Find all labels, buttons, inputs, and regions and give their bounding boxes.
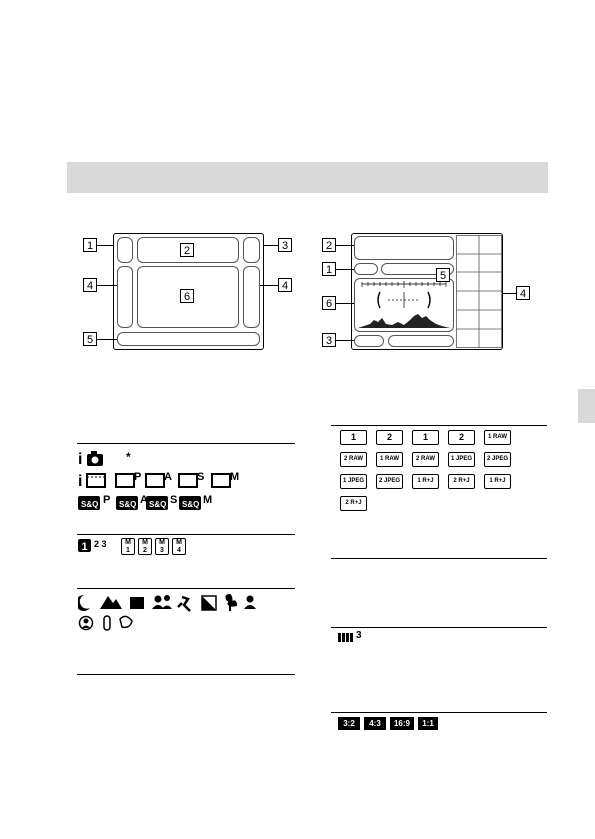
zone-3 xyxy=(243,237,260,263)
sq-suffix-p: P xyxy=(103,494,111,506)
svg-text:i: i xyxy=(78,473,83,490)
callout-r5: 5 xyxy=(436,268,450,282)
macro-icon xyxy=(226,595,236,611)
movie-suffix-m: M xyxy=(230,471,240,483)
rule-right-4 xyxy=(331,712,547,713)
quality-1jpeg-icon: 1 JPEG xyxy=(448,452,475,467)
section-header-band xyxy=(67,162,548,193)
aspect-4-3-icon: 4:3 xyxy=(364,717,386,730)
svg-text:S&Q: S&Q xyxy=(81,500,99,509)
leader-3 xyxy=(263,245,278,246)
quality-1-arrow-icon: 1 xyxy=(412,430,439,445)
zone-1 xyxy=(117,237,133,263)
quality-2raw-arrow-icon: 2 RAW xyxy=(412,452,439,467)
leader-r4 xyxy=(502,293,516,294)
callout-6: 6 xyxy=(180,289,194,303)
svg-text:S&Q: S&Q xyxy=(182,500,200,509)
svg-text:i: i xyxy=(78,451,83,468)
svg-text:*: * xyxy=(126,450,131,464)
rule-left-4 xyxy=(77,674,295,675)
rule-right-2 xyxy=(331,558,547,559)
quality-1rj-arrow-icon: 1 R+J xyxy=(484,474,511,489)
rule-left-1 xyxy=(77,443,295,444)
quality-2-icon: 2 xyxy=(376,430,403,445)
aspect-1-1-icon: 1:1 xyxy=(418,717,438,730)
leader-r3 xyxy=(336,340,354,341)
quality-2jpeg-arrow-icon: 2 JPEG xyxy=(376,474,403,489)
leader-4-left xyxy=(97,285,117,286)
gourmet-icon xyxy=(120,616,132,627)
callout-5: 5 xyxy=(83,332,97,346)
sq-suffix-m: M xyxy=(203,494,213,506)
setting-grid xyxy=(456,235,502,348)
shooting-mode-icons xyxy=(78,449,288,529)
quality-2-arrow-icon: 2 xyxy=(448,430,475,445)
recall-1-icon xyxy=(78,539,92,552)
leader-1 xyxy=(97,245,114,246)
night-portrait-icon xyxy=(130,597,144,609)
memory-m1-icon: M 1 xyxy=(121,538,135,555)
quality-1raw-icon: 1 RAW xyxy=(484,430,511,445)
quality-1-icon: 1 xyxy=(340,430,367,445)
sports-icon xyxy=(178,597,190,611)
rule-right-1 xyxy=(331,425,547,426)
level-gauge-and-histogram xyxy=(356,280,452,330)
callout-2: 2 xyxy=(180,243,194,257)
svg-text:1: 1 xyxy=(81,541,88,552)
battery-icon xyxy=(338,632,356,643)
memory-m3-icon: M 3 xyxy=(155,538,169,555)
zone-r3b xyxy=(388,335,454,347)
battery-digit: 3 xyxy=(356,630,362,641)
svg-text:S&Q: S&Q xyxy=(119,500,137,509)
recall-numbers: 2 3 xyxy=(94,539,107,549)
leader-r1 xyxy=(336,269,354,270)
side-thumb-tab xyxy=(578,389,595,423)
callout-4-right: 4 xyxy=(278,278,292,292)
leader-4-right xyxy=(260,285,278,286)
zone-4-right xyxy=(243,266,260,328)
callout-r4: 4 xyxy=(516,286,530,300)
callout-r6: 6 xyxy=(322,296,336,310)
movie-suffix-s: S xyxy=(197,471,205,483)
callout-r1: 1 xyxy=(322,262,336,276)
callout-r3: 3 xyxy=(322,333,336,347)
callout-1: 1 xyxy=(83,238,97,252)
svg-text:S&Q: S&Q xyxy=(149,500,167,509)
quality-1rj-icon: 1 R+J xyxy=(412,474,439,489)
quality-2raw-icon: 2 RAW xyxy=(340,452,367,467)
quality-2rj-arrow-icon: 2 R+J xyxy=(340,496,367,511)
sq-suffix-s: S xyxy=(170,494,178,506)
memory-m2-icon: M 2 xyxy=(138,538,152,555)
zone-r1 xyxy=(354,263,378,275)
movie-suffix-p: P xyxy=(134,471,142,483)
zone-r3 xyxy=(354,335,384,347)
zone-r2 xyxy=(354,236,454,260)
leader-r2 xyxy=(336,245,354,246)
rule-left-2 xyxy=(77,534,295,535)
callout-r2: 2 xyxy=(322,238,336,252)
quality-1jpeg-arrow-icon: 1 JPEG xyxy=(340,474,367,489)
callout-4-left: 4 xyxy=(83,278,97,292)
movie-suffix-a: A xyxy=(164,471,172,483)
leader-5 xyxy=(97,339,117,340)
rule-right-3 xyxy=(331,627,547,628)
zone-4-left xyxy=(117,266,133,328)
night-scene-icon xyxy=(78,595,90,611)
landscape-icon xyxy=(100,596,122,609)
aspect-16-9-icon: 16:9 xyxy=(390,717,414,730)
handheld-twilight-icon xyxy=(247,596,254,603)
zone-5 xyxy=(117,332,260,346)
quality-2rj-icon: 2 R+J xyxy=(448,474,475,489)
sq-suffix-a: A xyxy=(140,494,148,506)
scene-selection-icons xyxy=(78,593,288,633)
leader-r6 xyxy=(336,303,354,304)
pet-icon xyxy=(104,616,110,630)
rule-left-3 xyxy=(77,588,295,589)
memory-m4-icon: M 4 xyxy=(172,538,186,555)
quality-2jpeg-icon: 2 JPEG xyxy=(484,452,511,467)
aspect-3-2-icon: 3:2 xyxy=(338,717,360,730)
callout-3: 3 xyxy=(278,238,292,252)
quality-1raw-arrow-icon: 1 RAW xyxy=(376,452,403,467)
image-quality-icons xyxy=(338,430,548,520)
